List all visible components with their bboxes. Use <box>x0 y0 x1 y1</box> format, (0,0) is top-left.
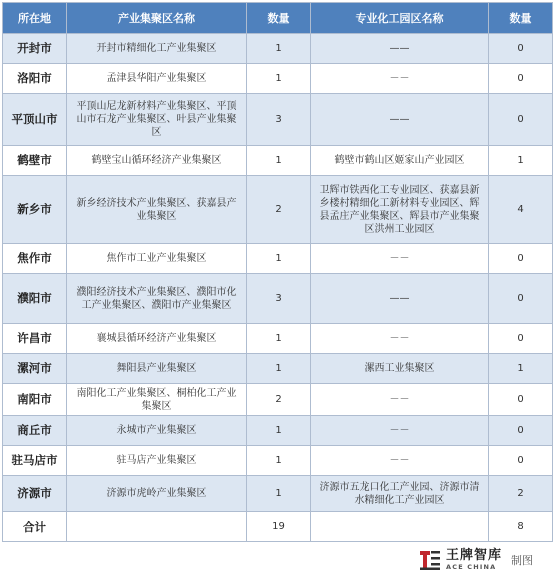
table-row <box>3 354 553 384</box>
park-count-cell: 0 <box>489 446 553 476</box>
industrial-cluster-table <box>2 2 553 542</box>
cluster-count-cell: 2 <box>247 176 311 244</box>
total-cluster-count: 19 <box>247 512 311 542</box>
header-row <box>3 3 553 34</box>
park-name-cell: 卫辉市铁西化工专业园区、获嘉县新乡楼村精细化工新材料专业园区、辉县孟庄产业集聚区、辉县市产业集聚区洪州工业园区 <box>311 176 489 244</box>
cluster-count-cell: 1 <box>247 446 311 476</box>
park-count-cell: 1 <box>489 146 553 176</box>
header-location: 所在地 <box>3 3 67 34</box>
city-cell: 许昌市 <box>3 324 67 354</box>
city-cell: 南阳市 <box>3 384 67 416</box>
table-row <box>3 274 553 324</box>
cluster-count-cell: 1 <box>247 64 311 94</box>
cluster-name-cell: 襄城县循环经济产业集聚区 <box>67 324 247 354</box>
cluster-name-cell: 南阳化工产业集聚区、桐柏化工产业集聚区 <box>67 384 247 416</box>
park-name-cell: －－ <box>311 244 489 274</box>
city-cell: 漯河市 <box>3 354 67 384</box>
table-header <box>3 3 553 34</box>
cluster-count-cell: 3 <box>247 94 311 146</box>
total-empty-cell <box>311 512 489 542</box>
cluster-name-cell: 开封市精细化工产业集聚区 <box>67 34 247 64</box>
park-count-cell: 0 <box>489 324 553 354</box>
park-name-cell: －－ <box>311 64 489 94</box>
park-count-cell: 0 <box>489 274 553 324</box>
city-cell: 驻马店市 <box>3 446 67 476</box>
cluster-count-cell: 1 <box>247 416 311 446</box>
total-empty-cell <box>67 512 247 542</box>
park-name-cell: －－ <box>311 384 489 416</box>
cluster-name-cell: 济源市虎岭产业集聚区 <box>67 476 247 512</box>
total-label: 合计 <box>3 512 67 542</box>
city-cell: 济源市 <box>3 476 67 512</box>
park-name-cell: －－ <box>311 324 489 354</box>
table-row <box>3 446 553 476</box>
city-cell: 平顶山市 <box>3 94 67 146</box>
park-count-cell: 0 <box>489 244 553 274</box>
table-row <box>3 244 553 274</box>
total-park-count: 8 <box>489 512 553 542</box>
table-row <box>3 476 553 512</box>
table-row <box>3 34 553 64</box>
cluster-name-cell: 孟津县华阳产业集聚区 <box>67 64 247 94</box>
city-cell: 焦作市 <box>3 244 67 274</box>
park-count-cell: 2 <box>489 476 553 512</box>
cluster-name-cell: 濮阳经济技术产业集聚区、濮阳市化工产业集聚区、濮阳市产业集聚区 <box>67 274 247 324</box>
table-row <box>3 146 553 176</box>
header-park-name: 专业化工园区名称 <box>311 3 489 34</box>
cluster-count-cell: 1 <box>247 146 311 176</box>
cluster-count-cell: 1 <box>247 476 311 512</box>
cluster-count-cell: 3 <box>247 274 311 324</box>
park-name-cell: －－ <box>311 416 489 446</box>
table-row <box>3 416 553 446</box>
table-row <box>3 64 553 94</box>
park-name-cell: －－ <box>311 446 489 476</box>
header-park-count: 数量 <box>489 3 553 34</box>
total-row <box>3 512 553 542</box>
table-row <box>3 324 553 354</box>
header-cluster-name: 产业集聚区名称 <box>67 3 247 34</box>
chart-credit: 制图 <box>511 554 534 567</box>
cluster-count-cell: 2 <box>247 384 311 416</box>
brand-watermark <box>418 546 552 574</box>
table-body <box>3 34 553 542</box>
park-count-cell: 0 <box>489 64 553 94</box>
park-name-cell: —— <box>311 274 489 324</box>
city-cell: 鹤壁市 <box>3 146 67 176</box>
cluster-name-cell: 焦作市工业产业集聚区 <box>67 244 247 274</box>
park-name-cell: —— <box>311 94 489 146</box>
city-cell: 开封市 <box>3 34 67 64</box>
cluster-name-cell: 鹤壁宝山循环经济产业集聚区 <box>67 146 247 176</box>
brand-text <box>446 549 502 571</box>
header-cluster-count: 数量 <box>247 3 311 34</box>
cluster-name-cell: 舞阳县产业集聚区 <box>67 354 247 384</box>
park-count-cell: 0 <box>489 94 553 146</box>
park-name-cell: —— <box>311 34 489 64</box>
park-name-cell: 漯西工业集聚区 <box>311 354 489 384</box>
table-row <box>3 94 553 146</box>
ace-china-logo-icon <box>418 548 442 572</box>
cluster-name-cell: 永城市产业集聚区 <box>67 416 247 446</box>
cluster-name-cell: 驻马店产业集聚区 <box>67 446 247 476</box>
park-name-cell: 济源市五龙口化工产业园、济源市清水精细化工产业园区 <box>311 476 489 512</box>
park-name-cell: 鹤壁市鹤山区姬家山产业园区 <box>311 146 489 176</box>
cluster-name-cell: 新乡经济技术产业集聚区、获嘉县产业集聚区 <box>67 176 247 244</box>
table-row <box>3 384 553 416</box>
brand-name-en: ACE CHINA <box>446 563 497 572</box>
cluster-count-cell: 1 <box>247 244 311 274</box>
cluster-count-cell: 1 <box>247 34 311 64</box>
city-cell: 新乡市 <box>3 176 67 244</box>
brand-name-cn: 王牌智库 <box>446 548 503 564</box>
park-count-cell: 0 <box>489 416 553 446</box>
park-count-cell: 1 <box>489 354 553 384</box>
city-cell: 濮阳市 <box>3 274 67 324</box>
city-cell: 商丘市 <box>3 416 67 446</box>
park-count-cell: 0 <box>489 384 553 416</box>
park-count-cell: 4 <box>489 176 553 244</box>
park-count-cell: 0 <box>489 34 553 64</box>
cluster-count-cell: 1 <box>247 354 311 384</box>
cluster-name-cell: 平顶山尼龙新材料产业集聚区、平顶山市石龙产业集聚区、叶县产业集聚区 <box>67 94 247 146</box>
cluster-count-cell: 1 <box>247 324 311 354</box>
city-cell: 洛阳市 <box>3 64 67 94</box>
table-row <box>3 176 553 244</box>
